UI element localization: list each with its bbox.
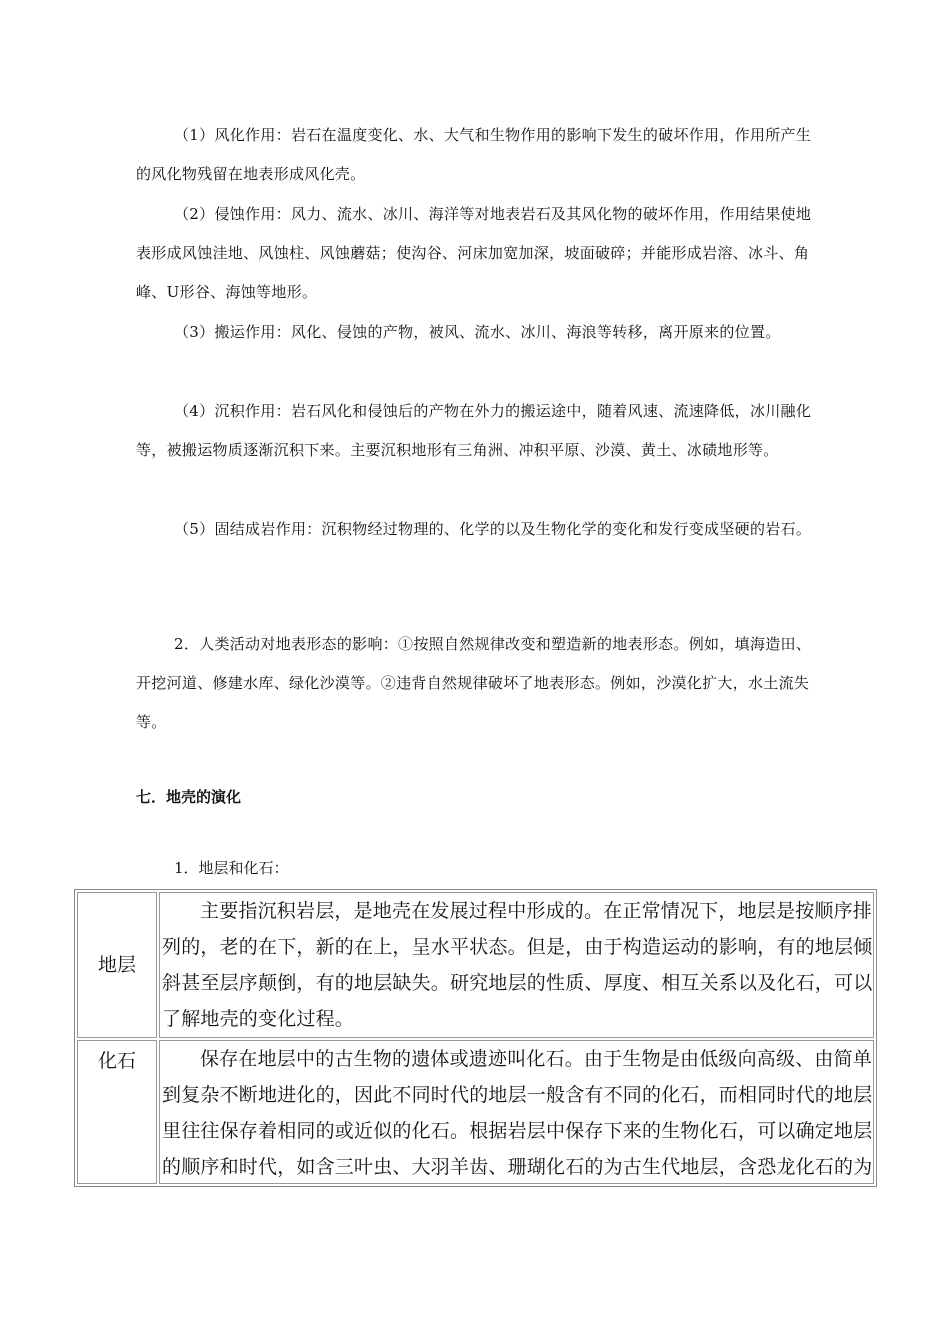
- table-row-text: 保存在地层中的古生物的遗体或遗迹叫化石。由于生物是由低级向高级、由简单到复杂不断地进化的，因此不同时代的地层一般含有不同的化石，而相同时代的地层里往往保存着相同的或近似的化石。根据岩层中保存下来的生物化石，可以确定地层的顺序和时代，如含三叶虫、大羽羊齿、珊瑚化石的为古生代地层，含恐龙化石的为: [162, 1048, 873, 1178]
- strata-fossil-table: [74, 889, 877, 1187]
- subheading: 1．地层和化石：: [174, 859, 289, 877]
- table-row: [77, 892, 874, 1038]
- table-row-label: 地层: [77, 892, 157, 1038]
- paragraph-weathering: （1）风化作用：岩石在温度变化、水、大气和生物作用的影响下发生的破坏作用，作用所产生的风化物残留在地表形成风化壳。: [136, 126, 812, 183]
- section-heading: 七．地壳的演化: [136, 788, 242, 806]
- table-row-text: 主要指沉积岩层，是地壳在发展过程中形成的。在正常情况下，地层是按顺序排列的，老的在下，新的在上，呈水平状态。但是，由于构造运动的影响，有的地层倾斜甚至层序颠倒，有的地层缺失。研究地层的性质、厚度、相互关系以及化石，可以了解地壳的变化过程。: [159, 892, 874, 1038]
- paragraph-erosion: （2）侵蚀作用：风力、流水、冰川、海洋等对地表岩石及其风化物的破坏作用，作用结果使地表形成风蚀洼地、风蚀柱、风蚀蘑菇；使沟谷、河床加宽加深，坡面破碎；并能形成岩溶、冰斗、角峰、U形谷、海蚀等地形。: [136, 205, 812, 301]
- paragraph-lithification: （5）固结成岩作用：沉积物经过物理的、化学的以及生物化学的变化和发行变成坚硬的岩石。: [174, 520, 812, 538]
- table-row-text-cell: [159, 1040, 874, 1184]
- table-row: [77, 1040, 874, 1184]
- paragraph-deposition: （4）沉积作用：岩石风化和侵蚀后的产物在外力的搬运途中，随着风速、流速降低，冰川融化等，被搬运物质逐渐沉积下来。主要沉积地形有三角洲、冲积平原、沙漠、黄土、冰碛地形等。: [136, 402, 812, 459]
- paragraph-human-activity: 2．人类活动对地表形态的影响：①按照自然规律改变和塑造新的地表形态。例如，填海造田、开挖河道、修建水库、绿化沙漠等。②违背自然规律破坏了地表形态。例如，沙漠化扩大，水土流失等。: [136, 635, 812, 731]
- table-row-label: 化石: [77, 1040, 157, 1184]
- paragraph-transport: （3）搬运作用：风化、侵蚀的产物，被风、流水、冰川、海浪等转移，离开原来的位置。: [174, 323, 781, 341]
